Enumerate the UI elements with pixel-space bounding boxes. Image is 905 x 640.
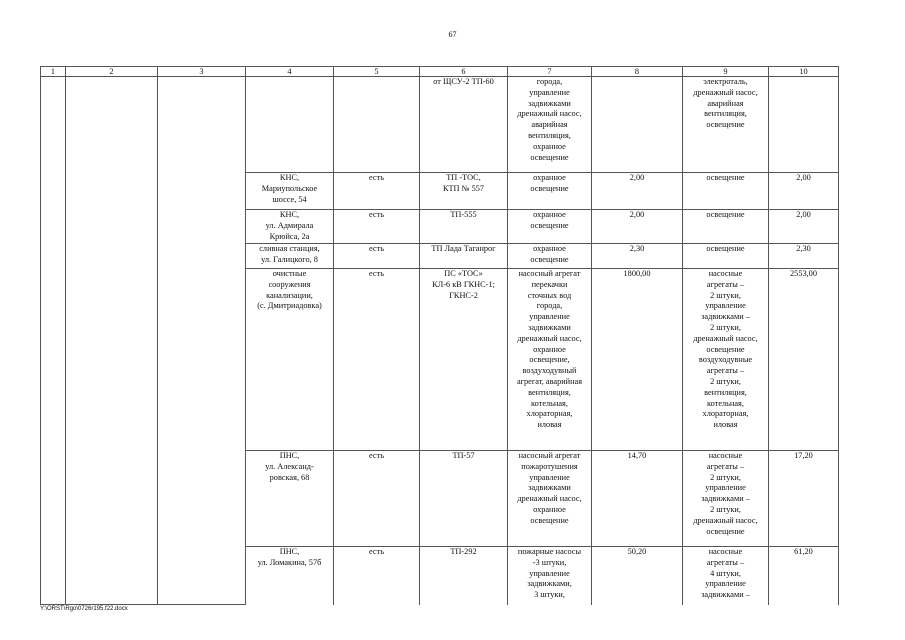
- power-cell: [769, 77, 839, 173]
- critical-equipment-cell: насосные агрегаты – 2 штуки, управление задвижками – 2 штуки, дренажный насос, освещение: [683, 451, 769, 547]
- file-path-footer: Y:\ORST\Rgo\0726r195.f22.docx: [40, 606, 128, 612]
- source-cell: ТП Лада Таганрог: [420, 244, 508, 269]
- header-cell: 7: [508, 67, 592, 77]
- critical-equipment-cell: освещение: [683, 210, 769, 244]
- backup-cell: есть: [334, 210, 420, 244]
- facility-cell: сливная станция, ул. Галицкого, 8: [246, 244, 334, 269]
- col2-cell: [66, 77, 158, 605]
- load-cell: [592, 77, 683, 173]
- source-cell: ТП-555: [420, 210, 508, 244]
- load-cell: 2,30: [592, 244, 683, 269]
- header-cell: 8: [592, 67, 683, 77]
- facility-cell: ПНС, ул. Ломакина, 57б: [246, 547, 334, 605]
- source-cell: ПС «ТОС» КЛ-6 кВ ГКНС-1; ГКНС-2: [420, 269, 508, 451]
- equipment-cell: охранное освещение: [508, 244, 592, 269]
- col1-cell: [41, 77, 66, 605]
- critical-equipment-cell: насосные агрегаты – 4 штуки, управление задвижками –: [683, 547, 769, 605]
- source-cell: ТП-57: [420, 451, 508, 547]
- facility-cell: [246, 77, 334, 173]
- equipment-cell: насосный агрегат пожаротушения управление задвижками дренажный насос, охранное освещение: [508, 451, 592, 547]
- header-cell: 1: [41, 67, 66, 77]
- header-cell: 2: [66, 67, 158, 77]
- document-table: [40, 66, 839, 605]
- load-cell: 2,00: [592, 173, 683, 210]
- power-cell: 17,20: [769, 451, 839, 547]
- header-cell: 6: [420, 67, 508, 77]
- source-cell: от ЩСУ-2 ТП-60: [420, 77, 508, 173]
- equipment-cell: охранное освещение: [508, 210, 592, 244]
- backup-cell: [334, 77, 420, 173]
- header-cell: 9: [683, 67, 769, 77]
- header-cell: 5: [334, 67, 420, 77]
- facility-cell: КНС, ул. Адмирала Крюйса, 2а: [246, 210, 334, 244]
- table-header: [41, 67, 839, 77]
- source-cell: ТП-292: [420, 547, 508, 605]
- power-cell: 2553,00: [769, 269, 839, 451]
- col3-cell: [158, 77, 246, 605]
- critical-equipment-cell: освещение: [683, 244, 769, 269]
- facility-cell: ПНС, ул. Александ- ровская, 68: [246, 451, 334, 547]
- header-cell: 3: [158, 67, 246, 77]
- critical-equipment-cell: электроталь, дренажный насос, аварийная вентиляция, освещение: [683, 77, 769, 173]
- critical-equipment-cell: насосные агрегаты – 2 штуки, управление задвижками – 2 штуки, дренажный насос, освещение воздуходувные агрегаты – 2 штуки, вентиляция, котельная, хлораторная, иловая: [683, 269, 769, 451]
- page-number: 67: [448, 30, 457, 39]
- equipment-cell: пожарные насосы -3 штуки, управление задвижками, 3 штуки,: [508, 547, 592, 605]
- critical-equipment-cell: освещение: [683, 173, 769, 210]
- backup-cell: есть: [334, 173, 420, 210]
- table-body: [41, 77, 839, 605]
- facility-cell: КНС, Мариупольское шоссе, 54: [246, 173, 334, 210]
- backup-cell: есть: [334, 269, 420, 451]
- power-cell: 61,20: [769, 547, 839, 605]
- equipment-cell: насосный агрегат перекачки сточных вод города, управление задвижками дренажный насос, охранное освещение, воздуходувный агрегат, аварийная вентиляция, котельная, хлораторная, иловая: [508, 269, 592, 451]
- backup-cell: есть: [334, 547, 420, 605]
- load-cell: 1800,00: [592, 269, 683, 451]
- backup-cell: есть: [334, 244, 420, 269]
- load-cell: 2,00: [592, 210, 683, 244]
- load-cell: 50,20: [592, 547, 683, 605]
- backup-cell: есть: [334, 451, 420, 547]
- power-cell: 2,30: [769, 244, 839, 269]
- facility-cell: очистные сооружения канализации, (с. Дмитриадовка): [246, 269, 334, 451]
- equipment-cell: охранное освещение: [508, 173, 592, 210]
- source-cell: ТП -ТОС, КТП № 557: [420, 173, 508, 210]
- header-cell: 4: [246, 67, 334, 77]
- load-cell: 14,70: [592, 451, 683, 547]
- header-cell: 10: [769, 67, 839, 77]
- equipment-cell: города, управление задвижками дренажный насос, аварийная вентиляция, охранное освещение: [508, 77, 592, 173]
- table-row: [41, 77, 839, 173]
- power-cell: 2,00: [769, 210, 839, 244]
- power-cell: 2,00: [769, 173, 839, 210]
